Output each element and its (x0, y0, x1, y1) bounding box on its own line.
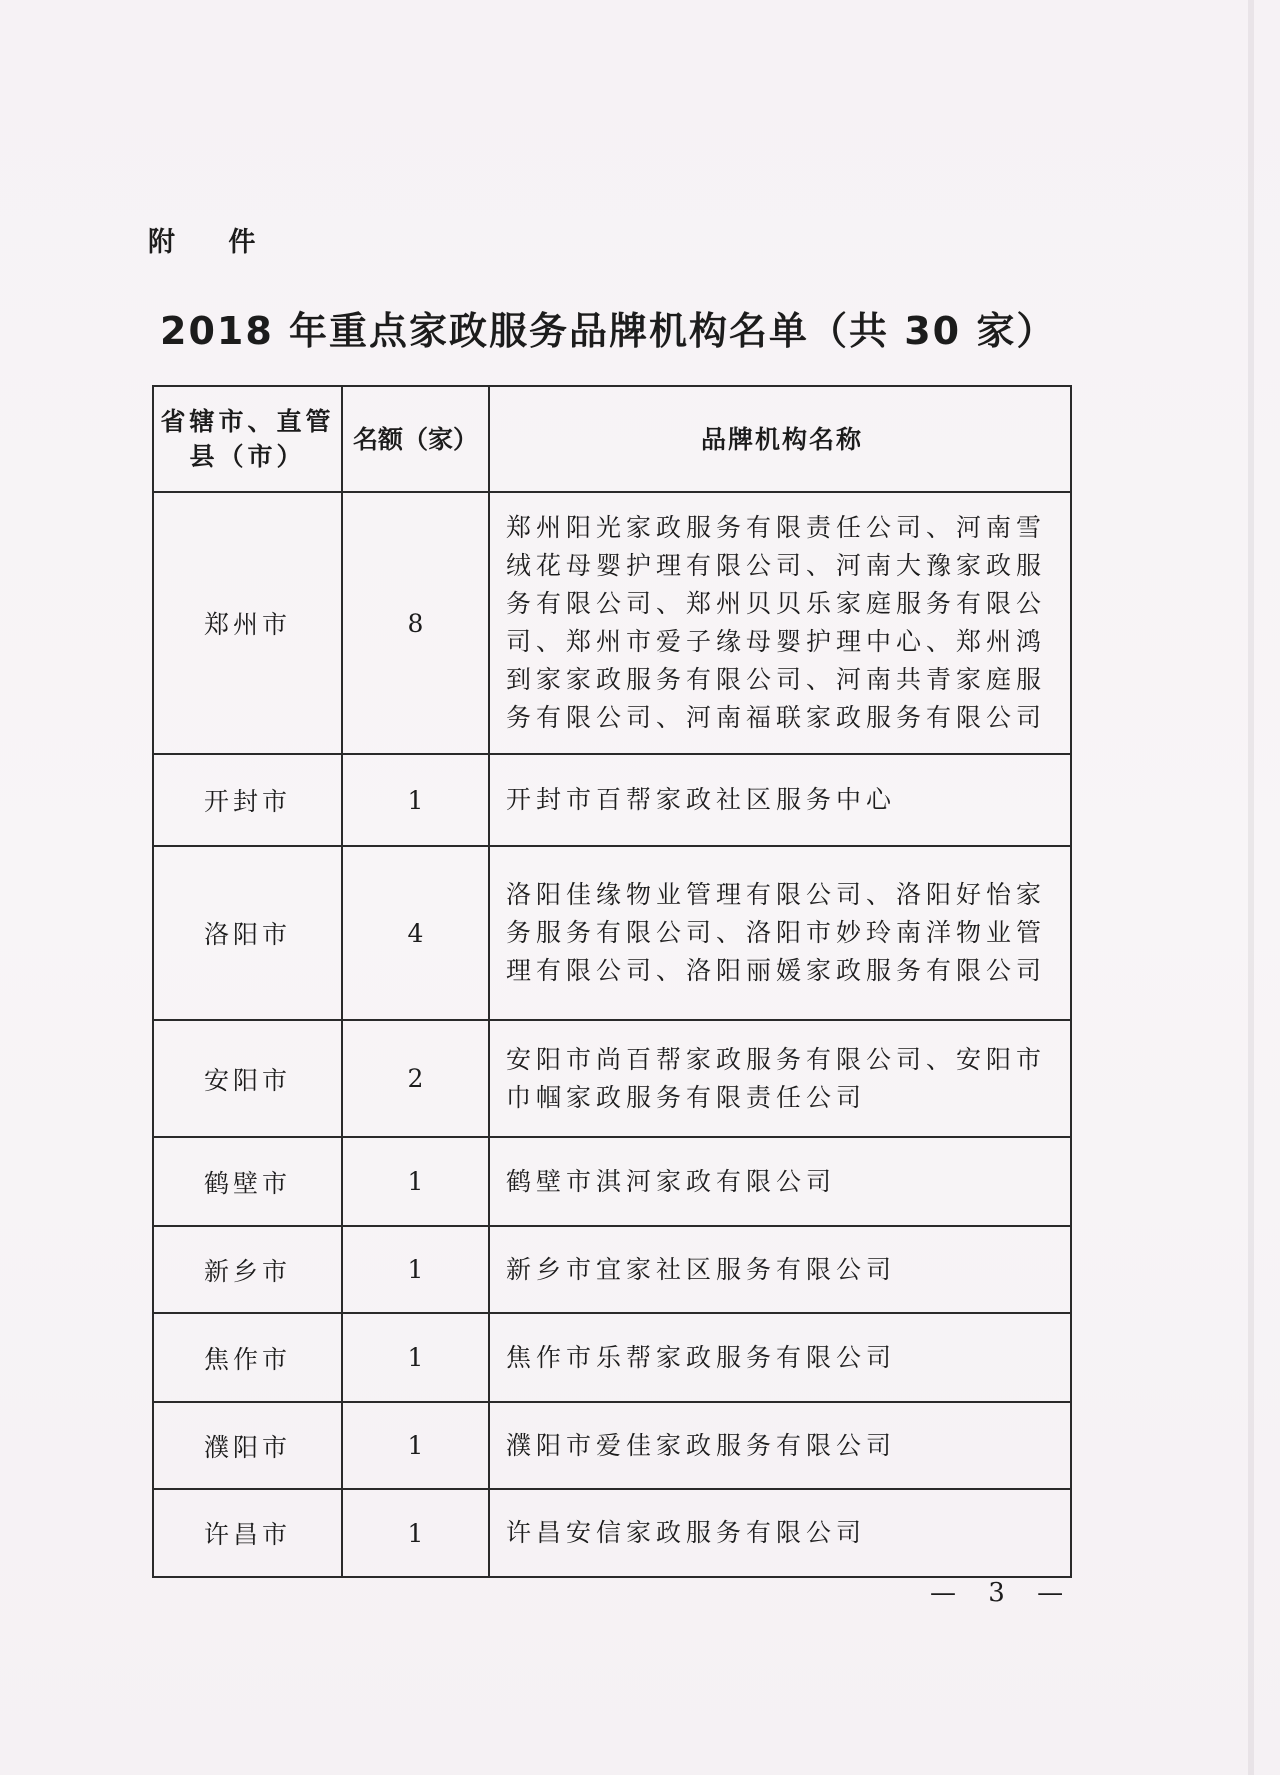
city-cell: 焦作市 (153, 1313, 342, 1402)
count-cell: 2 (342, 1020, 489, 1137)
names-cell: 郑州阳光家政服务有限责任公司、河南雪绒花母婴护理有限公司、河南大豫家政服务有限公司、郑州贝贝乐家庭服务有限公司、郑州市爱子缘母婴护理中心、郑州鸿到家家政服务有限公司、河南共青家庭服务有限公司、河南福联家政服务有限公司 (489, 492, 1071, 754)
names-cell: 洛阳佳缘物业管理有限公司、洛阳好怡家务服务有限公司、洛阳市妙玲南洋物业管理有限公司、洛阳丽媛家政服务有限公司 (489, 846, 1071, 1020)
city-cell: 洛阳市 (153, 846, 342, 1020)
table-header-row (153, 386, 1071, 492)
city-cell: 鹤壁市 (153, 1137, 342, 1226)
count-cell: 1 (342, 1137, 489, 1226)
document-title: 2018 年重点家政服务品牌机构名单（共 30 家） (160, 309, 1057, 353)
table-row (153, 1402, 1071, 1489)
count-cell: 1 (342, 1402, 489, 1489)
page-number: — 3 — (930, 1578, 1076, 1608)
names-cell: 新乡市宜家社区服务有限公司 (489, 1226, 1071, 1313)
names-cell: 许昌安信家政服务有限公司 (489, 1489, 1071, 1577)
table-row (153, 754, 1071, 846)
table-row (153, 1226, 1071, 1313)
header-city: 省辖市、直管县（市） (153, 386, 342, 492)
count-cell: 1 (342, 1489, 489, 1577)
count-cell: 1 (342, 754, 489, 846)
names-cell: 鹤壁市淇河家政有限公司 (489, 1137, 1071, 1226)
names-cell: 濮阳市爱佳家政服务有限公司 (489, 1402, 1071, 1489)
city-cell: 许昌市 (153, 1489, 342, 1577)
table-row (153, 1489, 1071, 1577)
table-row (153, 1313, 1071, 1402)
table-row (153, 1137, 1071, 1226)
city-cell: 安阳市 (153, 1020, 342, 1137)
table-row (153, 846, 1071, 1020)
header-count: 名额（家） (342, 386, 489, 492)
city-cell: 开封市 (153, 754, 342, 846)
count-cell: 8 (342, 492, 489, 754)
city-cell: 濮阳市 (153, 1402, 342, 1489)
names-cell: 安阳市尚百帮家政服务有限公司、安阳市巾帼家政服务有限责任公司 (489, 1020, 1071, 1137)
city-cell: 郑州市 (153, 492, 342, 754)
names-cell: 焦作市乐帮家政服务有限公司 (489, 1313, 1071, 1402)
city-cell: 新乡市 (153, 1226, 342, 1313)
table-row (153, 492, 1071, 754)
scan-edge-shadow (1248, 0, 1254, 1775)
brand-institution-table (152, 385, 1072, 1578)
table-row (153, 1020, 1071, 1137)
header-names: 品牌机构名称 (489, 386, 1071, 492)
names-cell: 开封市百帮家政社区服务中心 (489, 754, 1071, 846)
count-cell: 4 (342, 846, 489, 1020)
count-cell: 1 (342, 1313, 489, 1402)
attachment-label: 附 件 (148, 227, 278, 258)
count-cell: 1 (342, 1226, 489, 1313)
